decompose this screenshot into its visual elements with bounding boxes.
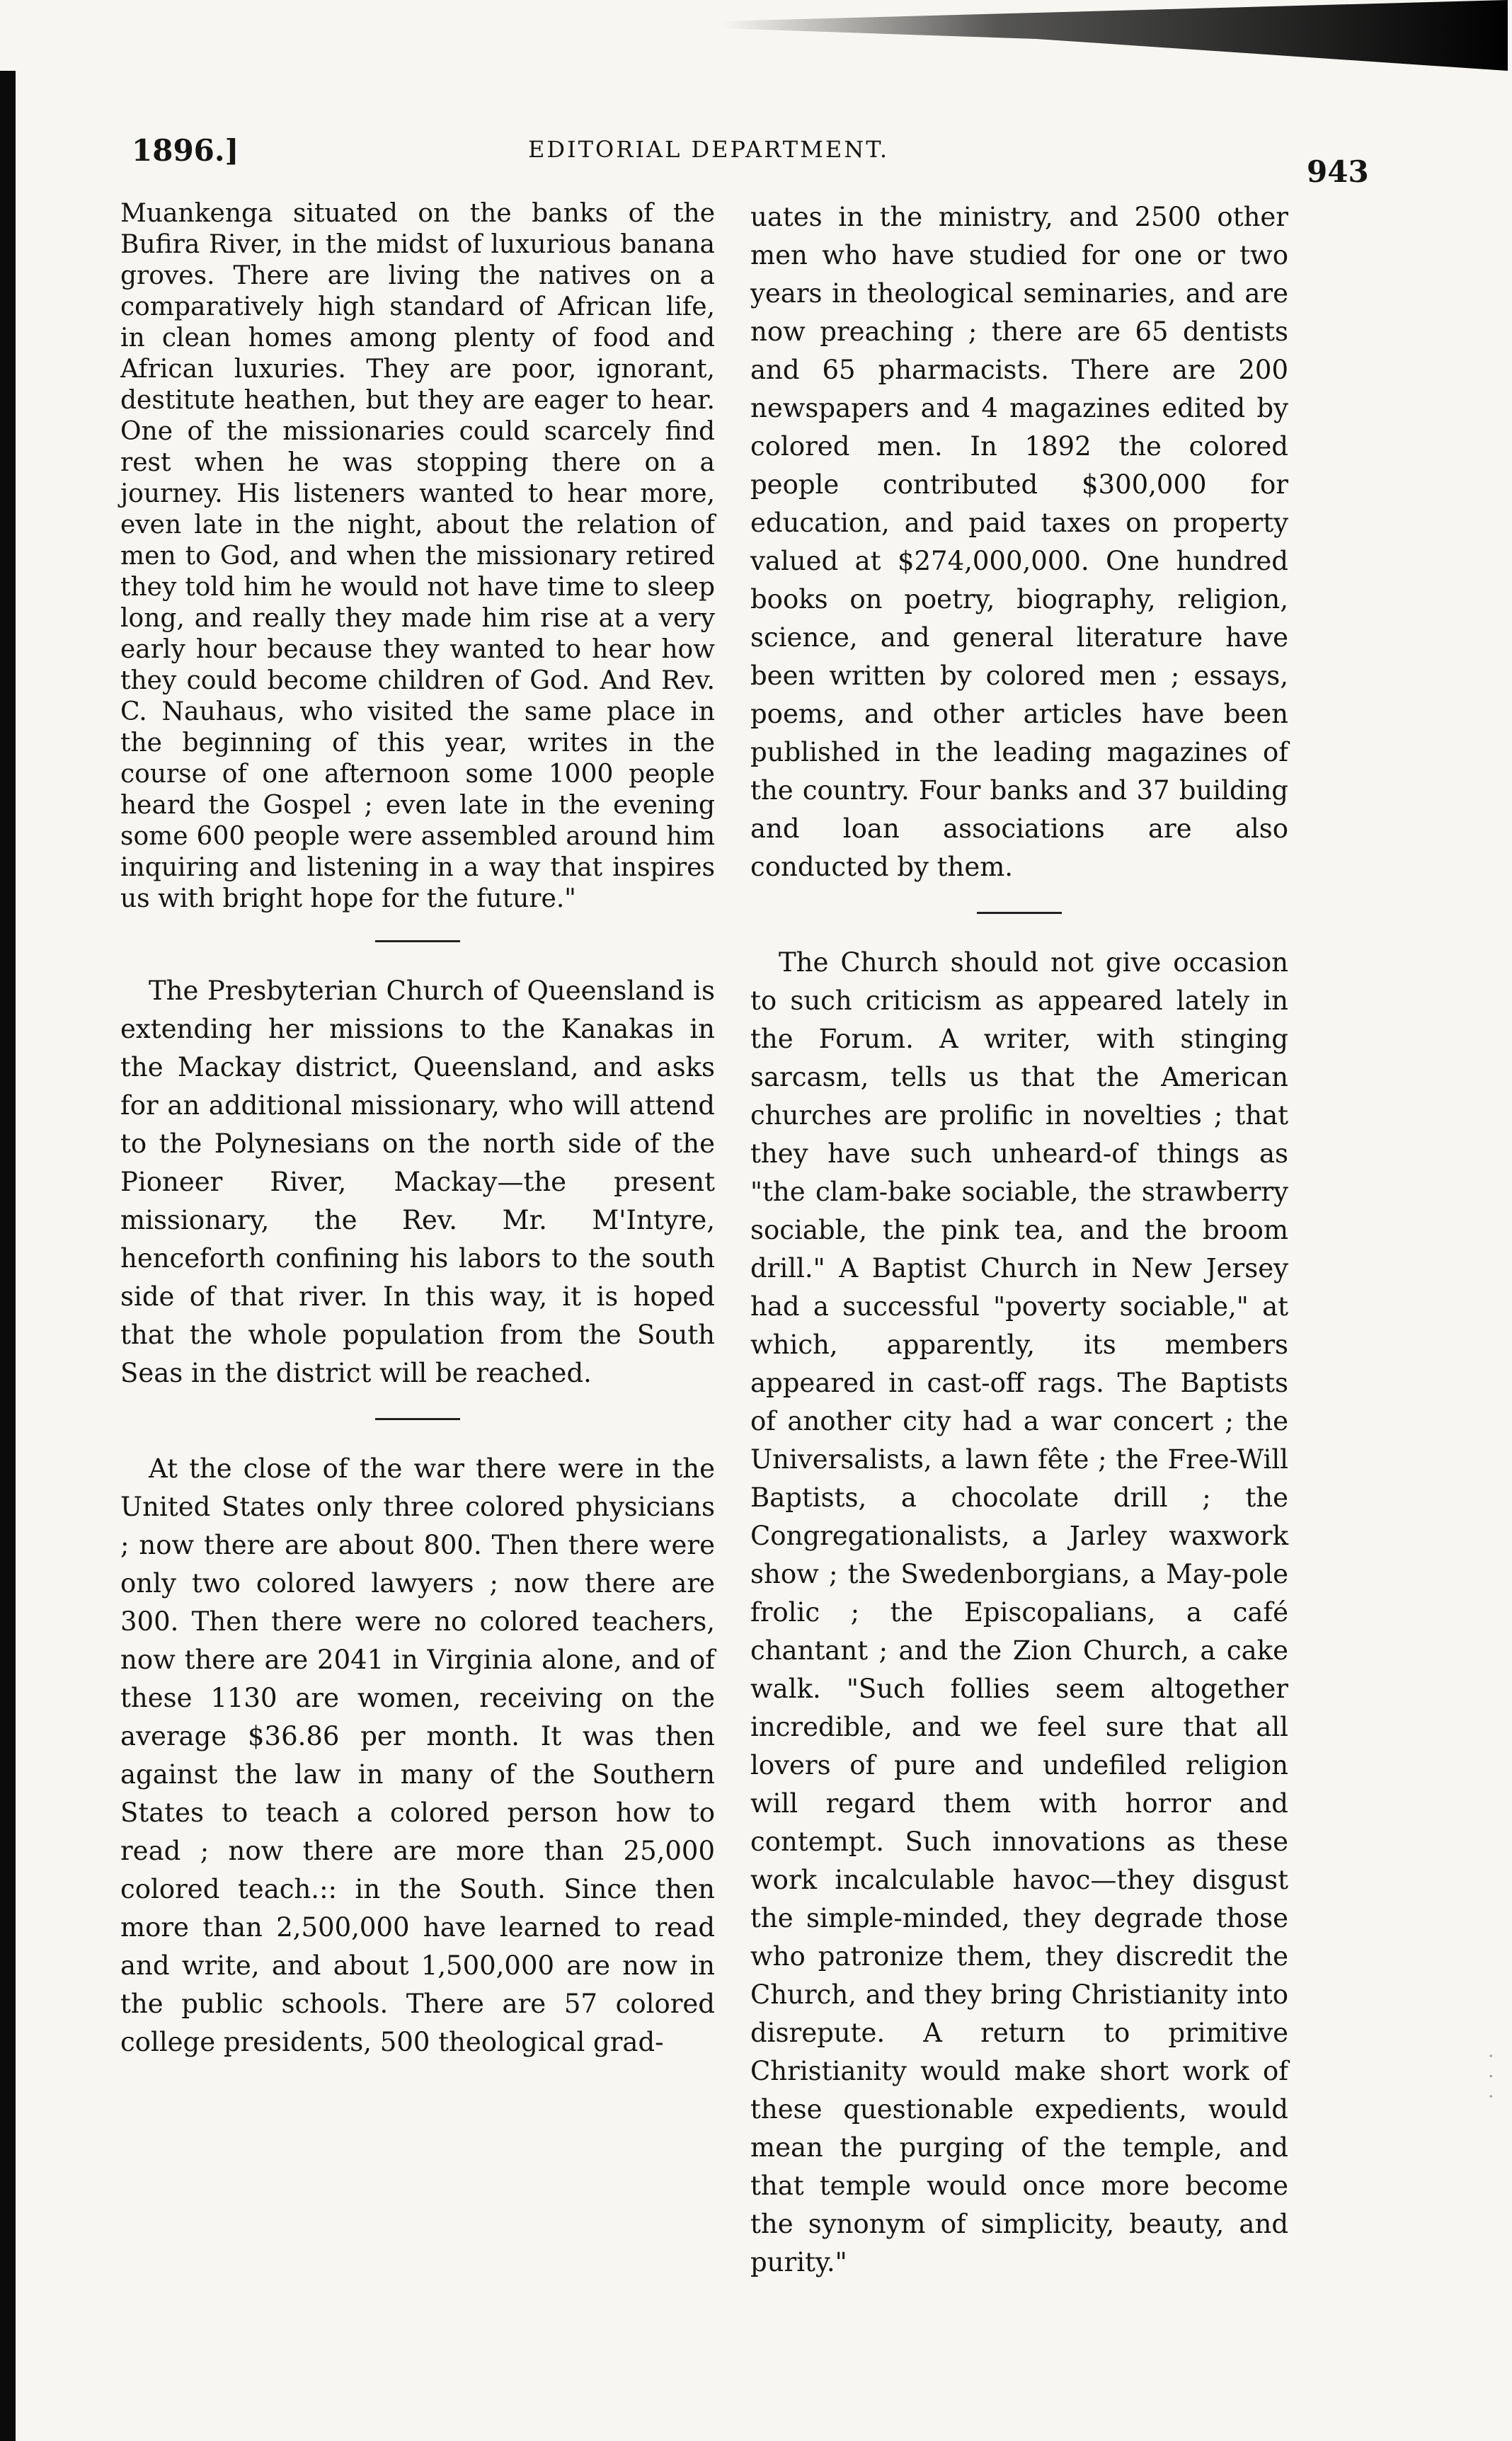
- running-title: EDITORIAL DEPARTMENT.: [528, 136, 890, 163]
- scan-smudge: [722, 0, 1508, 71]
- scan-edge-bar: [0, 71, 16, 2441]
- section-divider: [977, 912, 1062, 914]
- page-number: 943: [1307, 154, 1369, 189]
- paragraph-church-criticism: The Church should not give occasion to such criticism as appeared lately in the Forum. A writer, with stinging sarcasm, tells us that the American churches are prolific in novelties ; that they have such unheard-of things as "the clam-bake sociable, the strawberry sociable, the pink tea, and the broom drill." A Baptist Church in New Jersey had a successful "poverty sociable," at which, apparently, its members appeared in cast-off rags. The Baptists of another city had a war concert ; the Universalists, a lawn fête ; the Free-Will Baptists, a chocolate drill ; the Congregationalists, a Jarley waxwork show ; the Swedenborgians, a May-pole frolic ; the Episcopalians, a café chantant ; and the Zion Church, a cake walk. "Such follies seem altogether incredible, and we feel sure that all lovers of pure and undefiled religion will regard them with horror and contempt. Such innovations as these work incalculable havoc—they disgust the simple-minded, they degrade those who patronize them, they discredit the Church, and they bring Christianity into disrepute. A return to primitive Christianity would make short work of these questionable expedients, would mean the purging of the temple, and that temple would once more become the synonym of simplicity, beauty, and purity.": [750, 947, 1288, 2277]
- scan-noise: · · ·: [1479, 2053, 1501, 2104]
- right-column: [750, 198, 1288, 2292]
- page-header: [132, 133, 1369, 190]
- paragraph-muankenga: Muankenga situated on the banks of the Bufira River, in the midst of luxurious banana groves. There are living the natives on a comparatively high standard of African life, in clean homes among plenty of food and African luxuries. They are poor, ignorant, destitute heathen, but they are eager to hear. One of the missionaries could scarcely find rest when he was stopping there on a journey. His listeners wanted to hear more, even late in the night, about the relation of men to God, and when the missionary retired they told him he would not have time to sleep long, and really they made him rise at a very early hour because they wanted to hear how they could become children of God. And Rev. C. Nauhaus, who visited the same place in the beginning of this year, writes in the course of one afternoon some 1000 people heard the Gospel ; even late in the evening some 600 people were assembled around him inquiring and listening in a way that inspires us with bright hope for the future.": [120, 199, 715, 913]
- paragraph-colored-progress: At the close of the war there were in the United States only three colored physicians ; now there are about 800. Then there were only two colored lawyers ; now there are 300. Then there were no colored teachers, now there are 2041 in Virginia alone, and of these 1130 are women, receiving on the average $36.86 per month. It was then against the law in many of the Southern States to teach a colored person how to read ; now there are more than 25,000 colored teach.:: in the South. Since then more than 2,500,000 have learned to read and write, and about 1,500,000 are now in the public schools. There are 57 colored college presidents, 500 theological grad-: [120, 1453, 715, 2057]
- paragraph-ministry: uates in the ministry, and 2500 other men who have studied for one or two years in theological seminaries, and are now preaching ; there are 65 dentists and 65 pharmacists. There are 200 newspapers and 4 magazines edited by colored men. In 1892 the colored people contributed $300,000 for education, and paid taxes on property valued at $274,000,000. One hundred books on poetry, biography, religion, science, and general literature have been written by colored men ; essays, poems, and other articles have been published in the leading magazines of the country. Four banks and 37 building and loan associations are also conducted by them.: [750, 202, 1288, 882]
- left-column: [120, 198, 715, 2071]
- header-year: 1896.]: [132, 133, 239, 168]
- paragraph-queensland: The Presbyterian Church of Queensland is extending her missions to the Kanakas in the Mackay district, Queensland, and asks for an additional missionary, who will attend to the Polynesians on the north side of the Pioneer River, Mackay—the present missionary, the Rev. Mr. M'Intyre, henceforth confining his labors to the south side of that river. In this way, it is hoped that the whole population from the South Seas in the district will be reached.: [120, 976, 715, 1388]
- section-divider: [375, 940, 460, 942]
- section-divider: [375, 1418, 460, 1420]
